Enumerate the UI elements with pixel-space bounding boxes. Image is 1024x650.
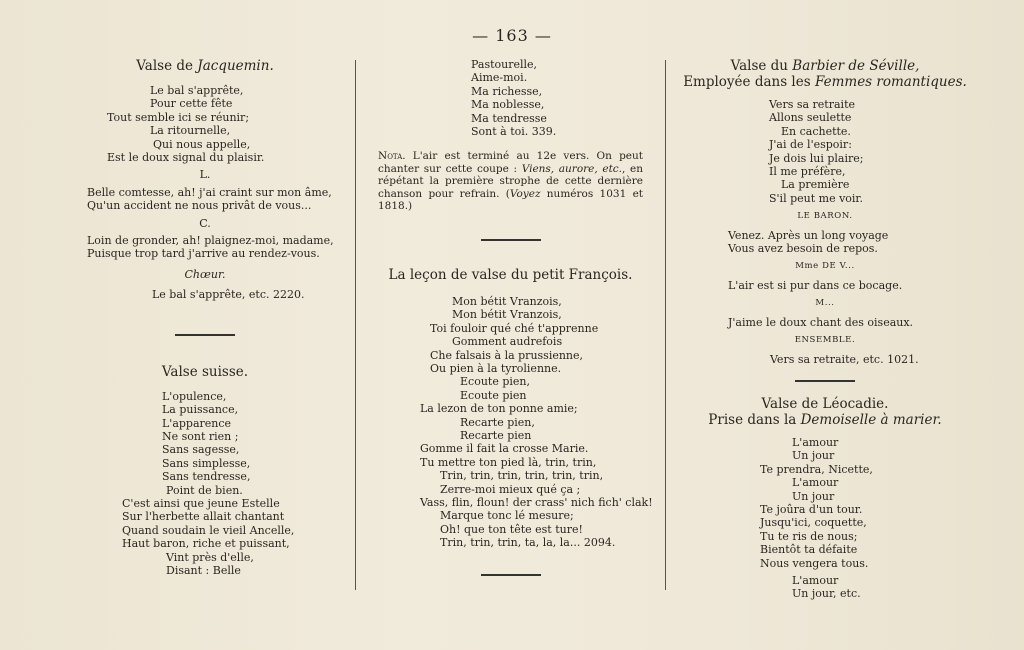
verse-line: La puissance, <box>162 403 239 417</box>
verse-line: Gomment audrefois <box>452 335 563 349</box>
verse-line: Ecoute pien <box>460 388 527 402</box>
stanza-jacquemin <box>70 84 340 164</box>
verse-line: J'ai de l'espoir: <box>769 138 852 152</box>
verse-line: Un jour <box>792 489 835 503</box>
verse-line: Mon bétit Vranzois, <box>452 308 562 322</box>
verse-line: Te joûra d'un tour. <box>760 502 863 516</box>
verse-line: Sont à toi. 339. <box>471 125 557 139</box>
verse-line: Pastourelle, <box>471 58 538 71</box>
verse-line: Jusqu'ici, coquette, <box>760 516 867 530</box>
stanza-suisse <box>70 390 340 578</box>
verse-line: Che falsais à la prussienne, <box>430 348 584 362</box>
verse-line: Belle comtesse, ah! j'ai craint sur mon âme, <box>87 185 332 199</box>
verse-line: Sans sagesse, <box>162 443 240 457</box>
verse-line: Ne sont rien ; <box>162 429 239 443</box>
song-title-barbier: Valse du Barbier de Séville, Employée dans les Femmes romantiques. <box>683 58 967 90</box>
verse-line: Point de bien. <box>166 483 243 497</box>
section-divider <box>795 380 855 382</box>
verse-line: Vass, flin, floun! der crass' nich fich' clak! <box>420 496 653 510</box>
stanza-continued <box>368 58 653 138</box>
refrain-line: Le bal s'apprête, etc. 2220. <box>152 288 305 302</box>
verse-line: Zerre-moi mieux qué ça ; <box>440 482 581 496</box>
verse-line: Nous vengera tous. <box>760 556 869 570</box>
verse-line: S'il peut me voir. <box>769 191 863 205</box>
verse-line: Puisque trop tard j'arrive au rendez-vous. <box>87 247 320 261</box>
column-middle <box>368 58 653 576</box>
verse-line: Pour cette fête <box>150 97 233 111</box>
verse-line: La lezon de ton ponne amie; <box>420 402 578 416</box>
verse-line: Allons seulette <box>769 111 852 125</box>
verse-line: Ou pien à la tyrolienne. <box>430 361 562 375</box>
stanza-leocadie <box>680 436 970 601</box>
verse-line: Sans simplesse, <box>162 456 251 470</box>
section-divider <box>481 574 541 576</box>
verse-line: Un jour, etc. <box>792 587 861 601</box>
verse-line: Quand soudain le vieil Ancelle, <box>122 523 295 537</box>
verse-line: J'aime le doux chant des oiseaux. <box>728 315 914 329</box>
verse-line: Il me préfère, <box>769 165 846 179</box>
verse-line: Recarte pien <box>460 429 532 442</box>
column-right <box>680 58 970 601</box>
verse-line: Tu te ris de nous; <box>760 529 858 543</box>
choeur-label: Chœur. <box>184 267 226 281</box>
song-title-suisse: Valse suisse. <box>161 363 249 380</box>
verse-line: En cachette. <box>781 124 851 138</box>
stanza-lecon <box>368 295 653 550</box>
verse-line: Trin, trin, trin, trin, trin, trin, <box>440 469 604 483</box>
song-title-lecon: La leçon de valse du petit François. <box>388 266 633 283</box>
column-rule-left <box>355 60 356 590</box>
verse-line: Le bal s'apprête, <box>150 84 244 97</box>
stanza-barbier <box>680 98 970 205</box>
column-left <box>70 58 340 577</box>
verse-line: C'est ainsi que jeune Estelle <box>122 496 280 510</box>
verse-line: Ma noblesse, <box>471 98 545 112</box>
verse-line: Trin, trin, trin, ta, la, la... 2094. <box>440 536 616 550</box>
refrain-line: Vers sa retraite, etc. 1021. <box>770 352 919 366</box>
speaker-mme-de-v: Mme DE V... <box>795 261 855 272</box>
verse-line: Te prendra, Nicette, <box>760 462 873 476</box>
verse-line: Bientôt ta défaite <box>760 543 858 557</box>
verse-line: L'amour <box>792 573 839 587</box>
verse-line: Venez. Après un long voyage <box>728 228 889 242</box>
verse-line: Mon bétit Vranzois, <box>452 294 562 308</box>
verse-line: Disant : Belle <box>166 563 241 577</box>
section-divider <box>175 334 235 336</box>
verse-line: Marque tonc lé mesure; <box>440 509 574 523</box>
verse-line: La première <box>781 178 850 192</box>
verse-line: Haut baron, riche et puissant, <box>122 537 290 551</box>
verse-line: Oh! que ton tête est ture! <box>440 522 583 536</box>
verse-line: Ma tendresse <box>471 111 547 125</box>
speaker-c: C. <box>199 216 211 230</box>
verse-line: Un jour <box>792 449 835 463</box>
speaker-baron: LE BARON. <box>797 211 853 222</box>
verse-line: Aime-moi. <box>471 71 528 85</box>
page-number: — 163 — <box>472 26 552 45</box>
verse-line: Recarte pien, <box>460 415 535 429</box>
verse-line: L'amour <box>792 476 839 490</box>
verse-line: Qu'un accident ne nous privât de vous... <box>87 199 312 213</box>
verse-line: Vint près d'elle, <box>166 550 254 564</box>
verse-line: Sur l'herbette allait chantant <box>122 510 285 524</box>
verse-line: L'apparence <box>162 416 232 430</box>
verse-line: Est le doux signal du plaisir. <box>107 151 265 165</box>
verse-line: Vers sa retraite <box>769 98 855 111</box>
verse-line: Toi fouloir qué ché t'apprenne <box>430 321 599 335</box>
verse-line: Ecoute pien, <box>460 375 530 389</box>
verse-line: Loin de gronder, ah! plaignez-moi, madame, <box>87 234 334 248</box>
section-divider <box>481 239 541 241</box>
verse-line: L'opulence, <box>162 389 227 403</box>
verse-line: Gomme il fait la crosse Marie. <box>420 442 589 456</box>
verse-line: L'air est si pur dans ce bocage. <box>728 278 903 292</box>
song-title-leocadie: Valse de Léocadie. Prise dans la Demoiselle à marier. <box>708 395 942 428</box>
column-rule-right <box>665 60 666 590</box>
speaker-l: L. <box>199 168 211 182</box>
verse-line: Vous avez besoin de repos. <box>728 242 878 256</box>
song-title-jacquemin: Valse de Jacquemin. <box>136 58 274 74</box>
nota-paragraph: Nota. L'air est terminé au 12e vers. On peut chanter sur cette coupe : Viens, aurore, etc., en répétant la première strophe de cette dernière chanson pour refrain. (Voyez numéros 1031 et 1818.) <box>378 150 643 213</box>
speaker-ensemble: ENSEMBLE. <box>794 335 856 346</box>
verse-line: Sans tendresse, <box>162 470 251 484</box>
verse-line: Qui nous appelle, <box>153 137 251 151</box>
verse-line: Ma richesse, <box>471 84 543 98</box>
verse-line: Je dois lui plaire; <box>769 151 864 165</box>
verse-line: Tu mettre ton pied là, trin, trin, <box>420 455 597 469</box>
speaker-m: M... <box>815 298 835 309</box>
verse-line: La ritournelle, <box>150 124 231 138</box>
verse-line: Tout semble ici se réunir; <box>107 110 250 124</box>
verse-line: L'amour <box>792 435 839 449</box>
